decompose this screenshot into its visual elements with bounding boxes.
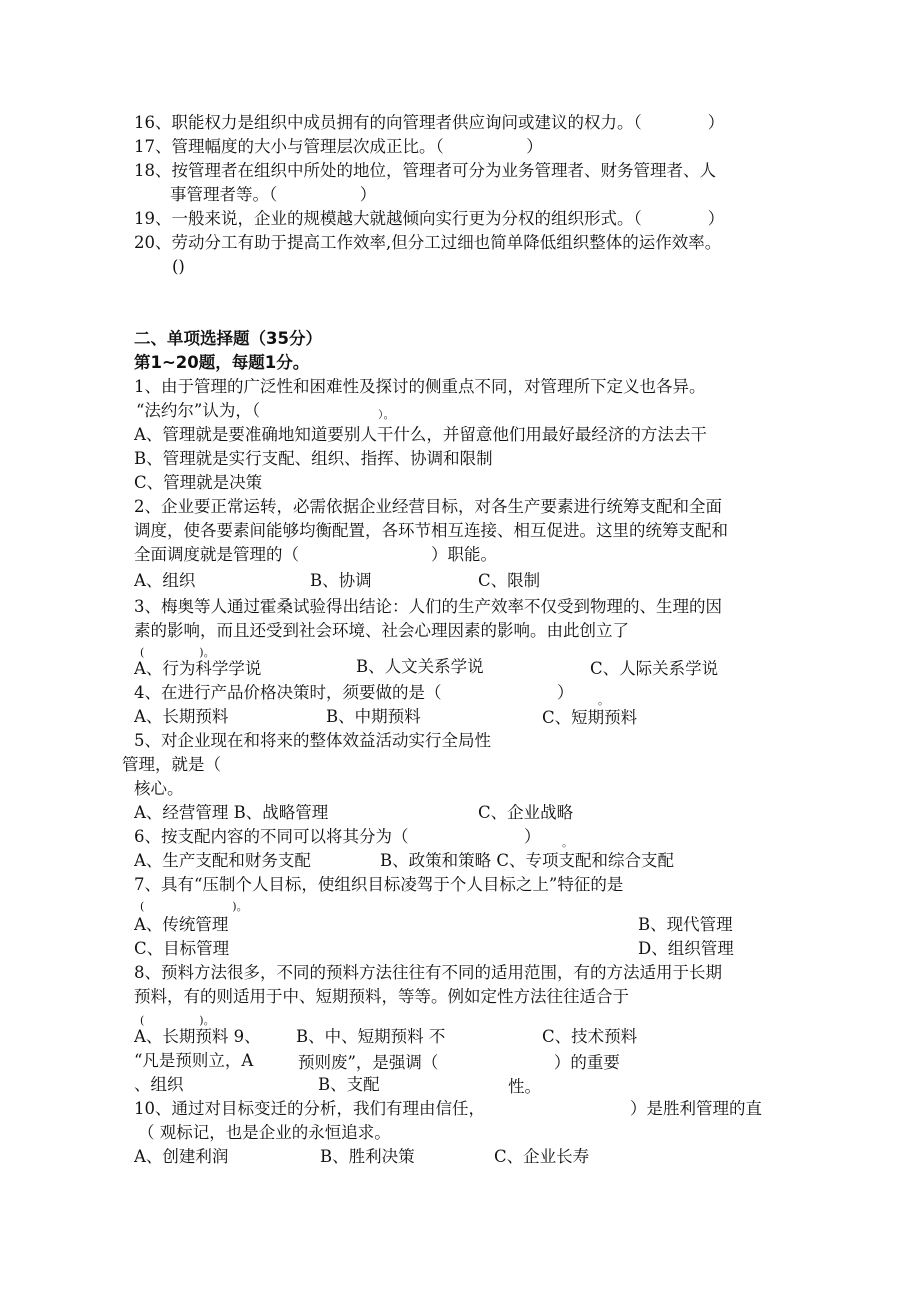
mc-question-9-line1b: 预则废”，是强调（ ）的重要 [298, 1053, 620, 1072]
mc-question-5-line1: 5、对企业现在和将来的整体效益活动实行全局性 [134, 731, 491, 750]
mc-question-3-line2: 素的影响，而且还受到社会环境、社会心理因素的影响。由此创立了 [134, 621, 629, 640]
mc-question-4-option-a: A、长期预料 [134, 707, 229, 726]
mc-question-7-paren: ( )。 [140, 900, 248, 913]
mc-question-8-option-b: B、中、短期预料 不 [296, 1027, 446, 1046]
mc-question-1-line2: “法约尔”认为，（ [136, 401, 343, 420]
tf-question-17: 17、管理幅度的大小与管理层次成正比。（ ） [134, 137, 543, 156]
mc-question-4-option-c: C、短期预料 [542, 708, 638, 727]
mc-question-7-option-a: A、传统管理 [134, 915, 229, 934]
mc-question-1-paren-close: ）。 [378, 408, 395, 421]
mc-question-4-option-b: B、中期预料 [326, 707, 421, 726]
mc-question-3-option-b: B、人文关系学说 [356, 657, 484, 676]
mc-question-7-option-d: D、组织管理 [638, 939, 734, 958]
mc-question-2-option-a: A、组织 [134, 571, 196, 590]
mc-question-5-line2: 管理，就是（ [122, 755, 221, 774]
mc-question-3-paren: ( )。 [140, 646, 215, 659]
mc-question-9-option-b: B、支配 [318, 1075, 380, 1094]
mc-question-10-line2: （ 观标记，也是企业的永恒追求。 [138, 1123, 391, 1142]
tf-question-16: 16、职能权力是组织中成员拥有的向管理者供应询问或建议的权力。（ ） [134, 113, 725, 132]
mc-question-6-option-a: A、生产支配和财务支配 [134, 851, 311, 870]
mc-question-2-option-c: C、限制 [478, 571, 541, 590]
mc-question-2-line3: 全面调度就是管理的（ ）职能。 [134, 545, 497, 564]
mc-question-5-line3: 核心。 [134, 779, 184, 798]
mc-question-3-option-a: A、行为科学学说 [134, 659, 262, 678]
mc-question-2-line1: 2、企业要正常运转，必需依据企业经营目标，对各生产要素进行统筹支配和全面 [134, 497, 722, 516]
mc-question-9-end: 性。 [508, 1077, 541, 1096]
mc-question-7-option-c: C、目标管理 [134, 939, 230, 958]
mc-question-4-line1: 4、在进行产品价格决策时，须要做的是（ ） [134, 683, 574, 702]
mc-question-10-line1b: ）是胜利管理的直 [630, 1099, 762, 1118]
section-title: 二、单项选择题（35分） [134, 329, 322, 348]
mc-question-1-line1: 1、由于管理的广泛性和困难性及探讨的侧重点不同，对管理所下定义也各异。 [134, 377, 706, 396]
mc-question-8-paren: ( )。 [140, 1014, 215, 1027]
mc-question-9-option-a: 、组织 [134, 1075, 184, 1094]
mc-question-6-line1: 6、按支配内容的不同可以将其分为（ ） [134, 827, 541, 846]
mc-question-8-option-a: A、长期预料 9、 [134, 1027, 261, 1046]
mc-question-2-line2: 调度，使各要素间能够均衡配置，各环节相互连接、相互促进。这里的统筹支配和 [134, 521, 728, 540]
mc-question-5-option-ab: A、经营管理 B、战略管理 [134, 803, 329, 822]
mc-question-3-line1: 3、梅奥等人通过霍桑试验得出结论：人们的生产效率不仅受到物理的、生理的因 [134, 597, 722, 616]
mc-question-9-line1: “凡是预则立，A [134, 1051, 254, 1070]
mc-question-8-option-c: C、技术预料 [542, 1027, 638, 1046]
mc-question-8-line1: 8、预料方法很多，不同的预料方法往往有不同的适用范围，有的方法适用于长期 [134, 963, 722, 982]
mc-question-2-option-b: B、协调 [310, 571, 372, 590]
mc-question-1-option-a: A、管理就是要准确地知道要别人干什么，并留意他们用最好最经济的方法去干 [134, 425, 707, 444]
mc-question-5-option-c: C、企业战略 [478, 803, 574, 822]
mc-question-6-end: 。 [562, 836, 573, 849]
mc-question-4-end: 。 [598, 694, 609, 707]
tf-question-18-line2: 事管理者等。（ ） [170, 185, 377, 204]
mc-question-10-option-a: A、创建利润 [134, 1147, 229, 1166]
mc-question-3-option-c: C、人际关系学说 [590, 659, 719, 678]
mc-question-10-line1: 10、通过对目标变迁的分析，我们有理由信任， [134, 1099, 485, 1118]
mc-question-1-option-b: B、管理就是实行支配、组织、指挥、协调和限制 [134, 449, 493, 468]
tf-question-19: 19、一般来说，企业的规模越大就越倾向实行更为分权的组织形式。（ ） [134, 209, 725, 228]
tf-question-20-line1: 20、劳动分工有助于提高工作效率,但分工过细也简单降低组织整体的运作效率。 [134, 233, 722, 252]
mc-question-10-option-b: B、胜利决策 [320, 1147, 415, 1166]
mc-question-7-line1: 7、具有“压制个人目标，使组织目标凌驾于个人目标之上”特征的是 [134, 875, 624, 894]
tf-question-18-line1: 18、按管理者在组织中所处的地位，管理者可分为业务管理者、财务管理者、人 [134, 161, 716, 180]
tf-question-20-line2: () [172, 257, 185, 276]
mc-question-7-option-b: B、现代管理 [638, 915, 733, 934]
mc-question-10-option-c: C、企业长寿 [494, 1147, 590, 1166]
mc-question-8-line2: 预料，有的则适用于中、短期预料，等等。例如定性方法往往适合于 [134, 987, 629, 1006]
section-subtitle: 第1~20题，每题1分。 [134, 353, 310, 372]
mc-question-1-option-c: C、管理就是决策 [134, 473, 263, 492]
mc-question-6-option-bc: B、政策和策略 C、专项支配和综合支配 [380, 851, 674, 870]
